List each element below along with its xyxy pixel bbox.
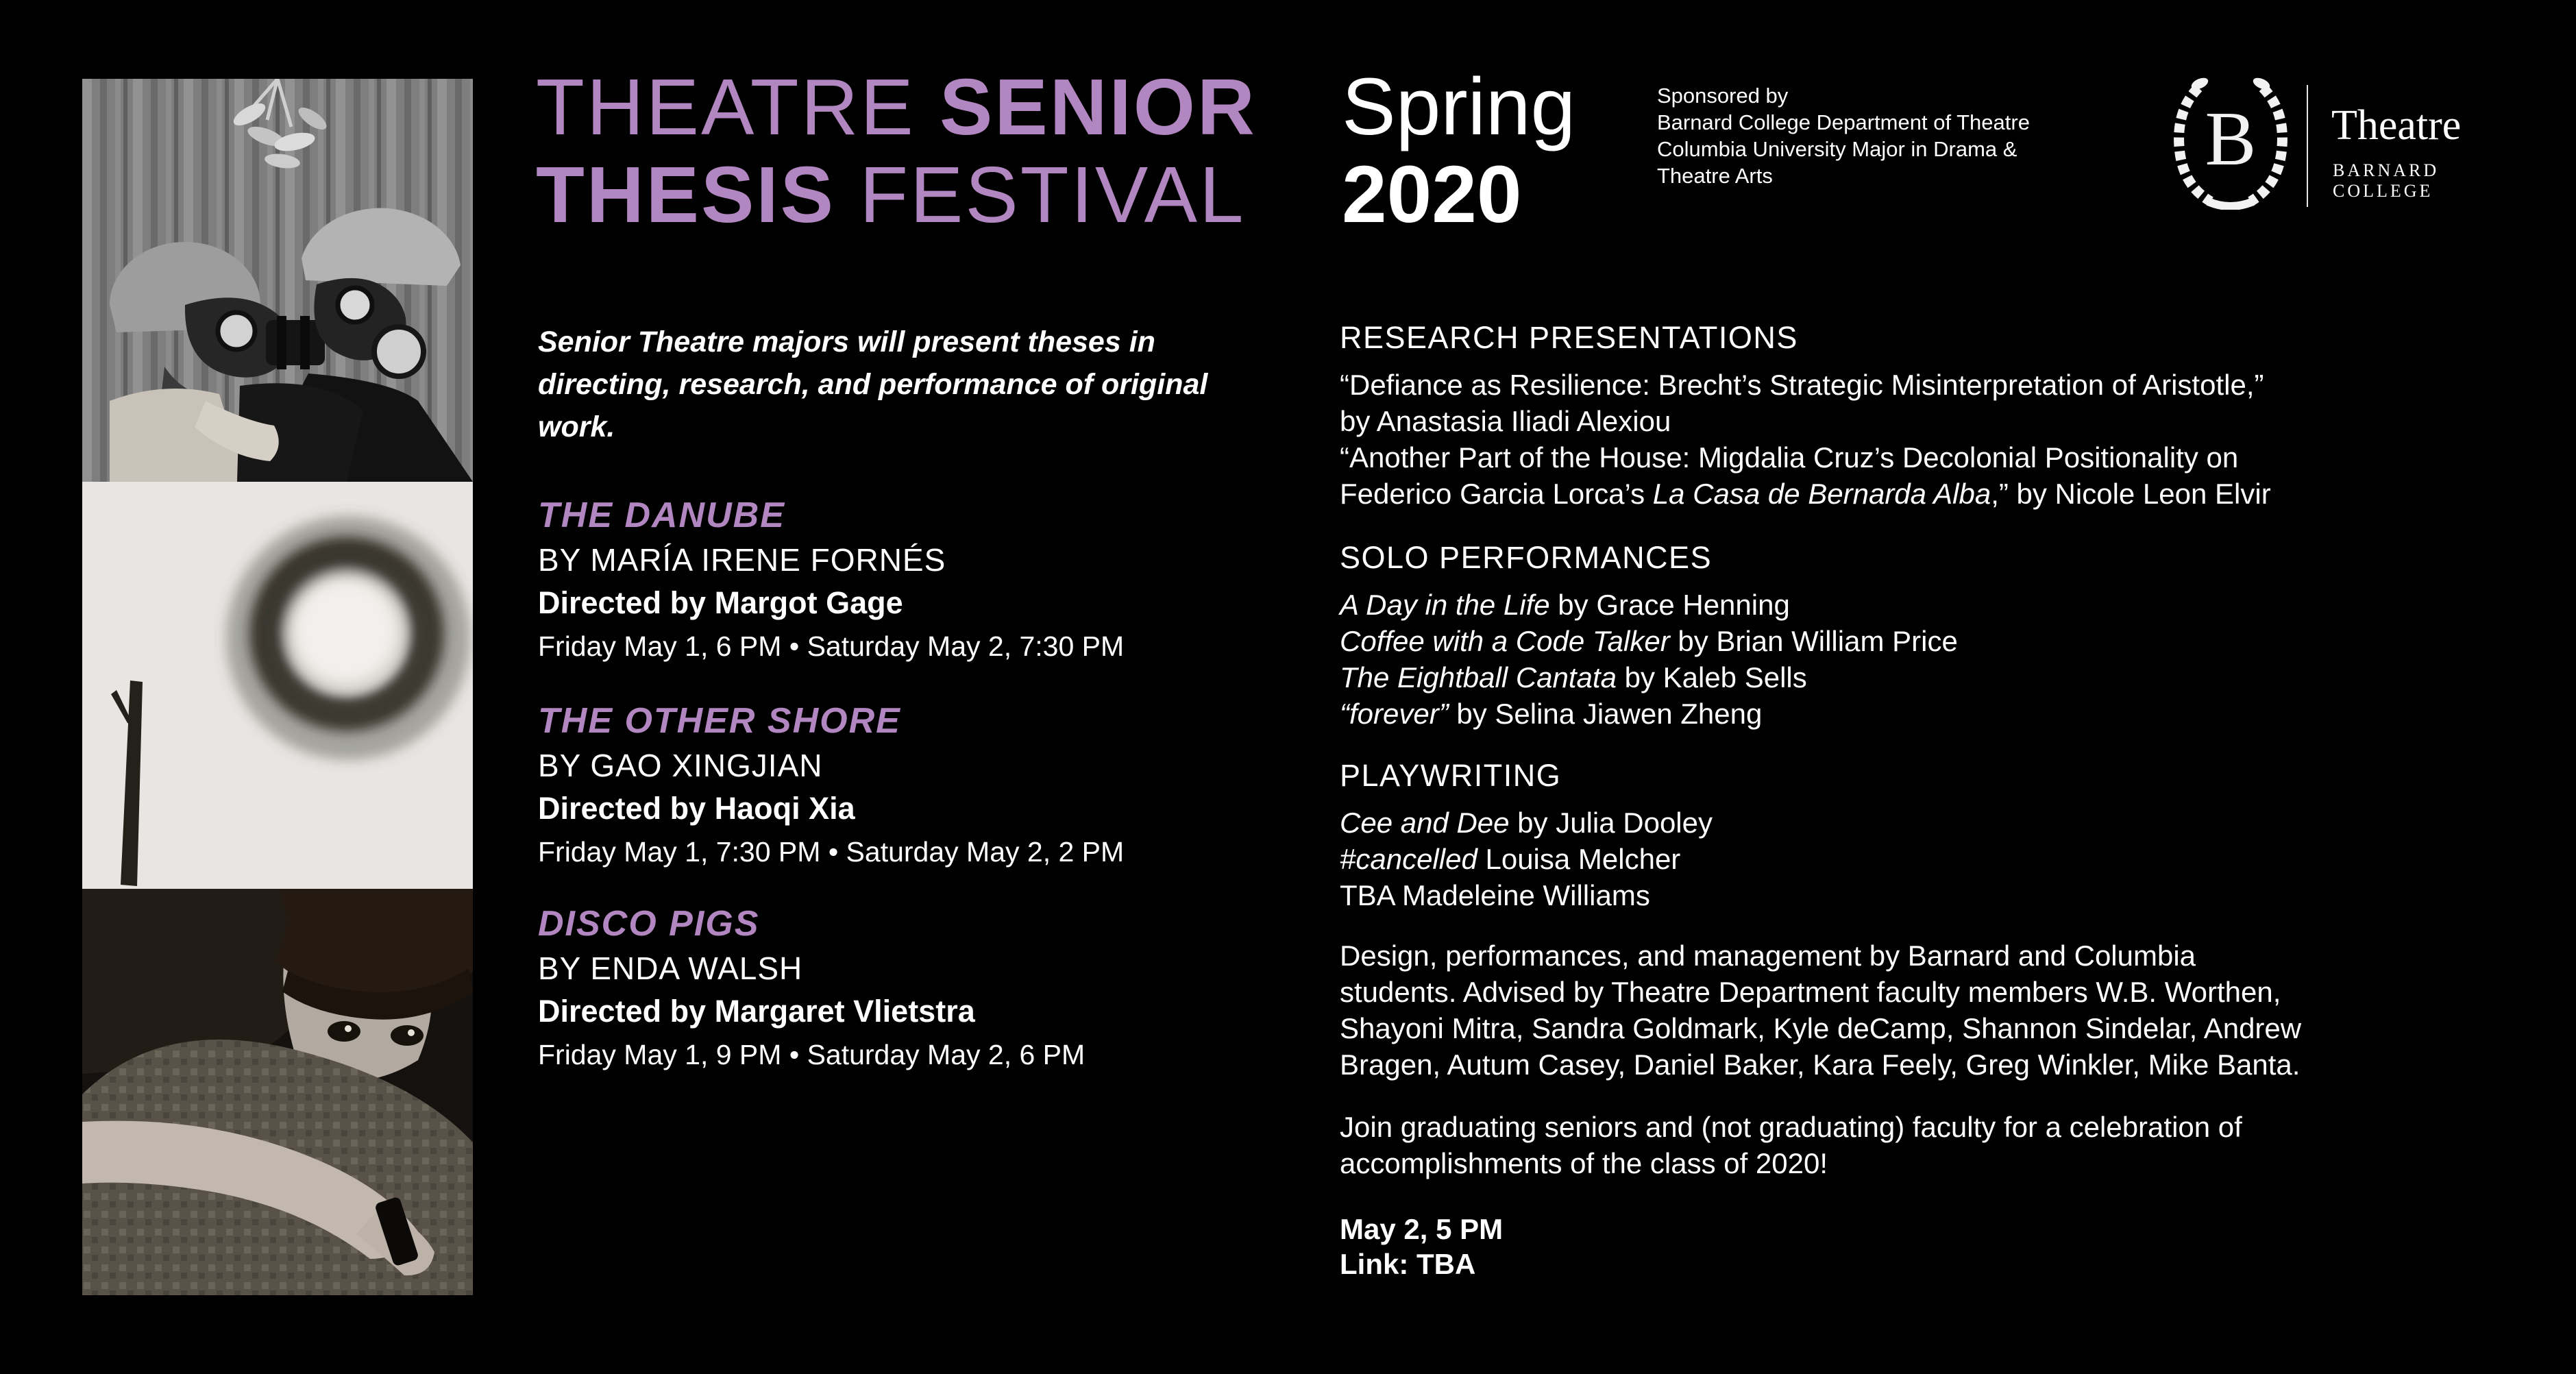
faculty-line: Design, performances, and management by Barnard and Columbia <box>1340 940 2196 972</box>
celebration-event-details <box>1340 1212 2546 1281</box>
show-title: THE DANUBE <box>538 495 785 535</box>
charcoal-ring <box>244 534 452 742</box>
faculty-line: Bragen, Autum Casey, Daniel Baker, Kara Feely, Greg Winkler, Mike Banta. <box>1340 1048 2301 1081</box>
section-playwriting <box>1340 758 2546 913</box>
solo-item-line: Coffee with a Code Talker by Brian William Price <box>1340 625 1958 657</box>
show-title: DISCO PIGS <box>538 904 760 944</box>
show-the-danube <box>538 495 1326 662</box>
solo-item-line: The Eightball Cantata by Kaleb Sells <box>1340 661 1807 694</box>
logo-name: Theatre <box>2331 102 2462 149</box>
laurel-wreath-icon <box>2172 75 2289 210</box>
sponsor-block <box>1657 82 2030 189</box>
playwriting-item-line: #cancelled Louisa Melcher <box>1340 843 1681 875</box>
poster-title-line-2: THESIS FESTIVAL <box>536 150 1246 239</box>
intro-line: work. <box>538 410 615 443</box>
celebration-line: Join graduating seniors and (not graduating) faculty for a celebration of <box>1340 1111 2242 1143</box>
show-the-other-shore <box>538 700 1326 868</box>
season-line-1: Spring <box>1342 62 1576 152</box>
faculty-paragraph <box>1340 937 2546 1083</box>
show-dates: Friday May 1, 6 PM • Saturday May 2, 7:30 PM <box>538 630 1125 662</box>
event-time: May 2, 5 PM <box>1340 1213 1504 1245</box>
show-playwright: BY GAO XINGJIAN <box>538 748 823 783</box>
show-playwright: BY ENDA WALSH <box>538 950 803 986</box>
sponsor-line: Sponsored by <box>1657 84 1789 108</box>
research-item-line: “Defiance as Resilience: Brecht’s Strategic Misinterpretation of Aristotle,” <box>1340 369 2264 401</box>
show-playwright: BY MARÍA IRENE FORNÉS <box>538 542 946 578</box>
season-label <box>1342 63 1575 238</box>
show-dates: Friday May 1, 7:30 PM • Saturday May 2, 2 PM <box>538 836 1125 868</box>
photo-gas-mask-couple <box>82 79 473 482</box>
faculty-line: students. Advised by Theatre Department faculty members W.B. Worthen, <box>1340 976 2281 1008</box>
show-dates: Friday May 1, 9 PM • Saturday May 2, 6 PM <box>538 1039 1085 1070</box>
show-director: Directed by Haoqi Xia <box>538 791 855 826</box>
poster-title-line-1: THEATRE SENIOR <box>536 62 1257 151</box>
sponsor-line: Theatre Arts <box>1657 164 1773 188</box>
event-link: Link: TBA <box>1340 1248 1476 1280</box>
sponsor-line: Columbia University Major in Drama & <box>1657 137 2017 161</box>
show-disco-pigs <box>538 903 1326 1070</box>
show-director: Directed by Margot Gage <box>538 585 903 620</box>
season-line-2: 2020 <box>1342 149 1522 240</box>
show-director: Directed by Margaret Vlietstra <box>538 994 975 1029</box>
solo-item-line: A Day in the Life by Grace Henning <box>1340 589 1790 621</box>
playwriting-item-line: TBA Madeleine Williams <box>1340 879 1650 911</box>
section-header: RESEARCH PRESENTATIONS <box>1340 320 1798 355</box>
faculty-line: Shayoni Mitra, Sandra Goldmark, Kyle deCamp, Shannon Sindelar, Andrew <box>1340 1012 2302 1044</box>
section-header: PLAYWRITING <box>1340 758 1562 793</box>
barnard-theatre-logo <box>2172 66 2501 223</box>
photo-embrace-eyes <box>82 889 473 1295</box>
poster-title <box>536 63 1257 238</box>
section-header: SOLO PERFORMANCES <box>1340 540 1713 575</box>
playwriting-item-line: Cee and Dee by Julia Dooley <box>1340 807 1713 839</box>
solo-item-line: “forever” by Selina Jiawen Zheng <box>1340 698 1763 730</box>
section-solo-performances <box>1340 540 2546 732</box>
photo-abstract-ring-artwork <box>82 482 473 889</box>
logo-divider <box>2307 85 2308 207</box>
show-title: THE OTHER SHORE <box>538 701 901 741</box>
research-item-line: “Another Part of the House: Migdalia Cruz’s Decolonial Positionality on <box>1340 441 2239 474</box>
section-research-presentations <box>1340 320 2546 512</box>
celebration-line: accomplishments of the class of 2020! <box>1340 1147 1828 1179</box>
celebration-paragraph <box>1340 1109 2546 1181</box>
sponsor-line: Barnard College Department of Theatre <box>1657 110 2030 134</box>
intro-text <box>538 321 1207 448</box>
logo-monogram: B <box>2205 97 2257 182</box>
logo-college: BARNARD COLLEGE <box>2333 160 2440 201</box>
research-item-line: by Anastasia Iliadi Alexiou <box>1340 405 1671 437</box>
intro-line: directing, research, and performance of original <box>538 368 1208 401</box>
intro-line: Senior Theatre majors will present theses in <box>538 326 1155 358</box>
research-item-line: Federico Garcia Lorca’s La Casa de Bernarda Alba,” by Nicole Leon Elvir <box>1340 478 2271 510</box>
